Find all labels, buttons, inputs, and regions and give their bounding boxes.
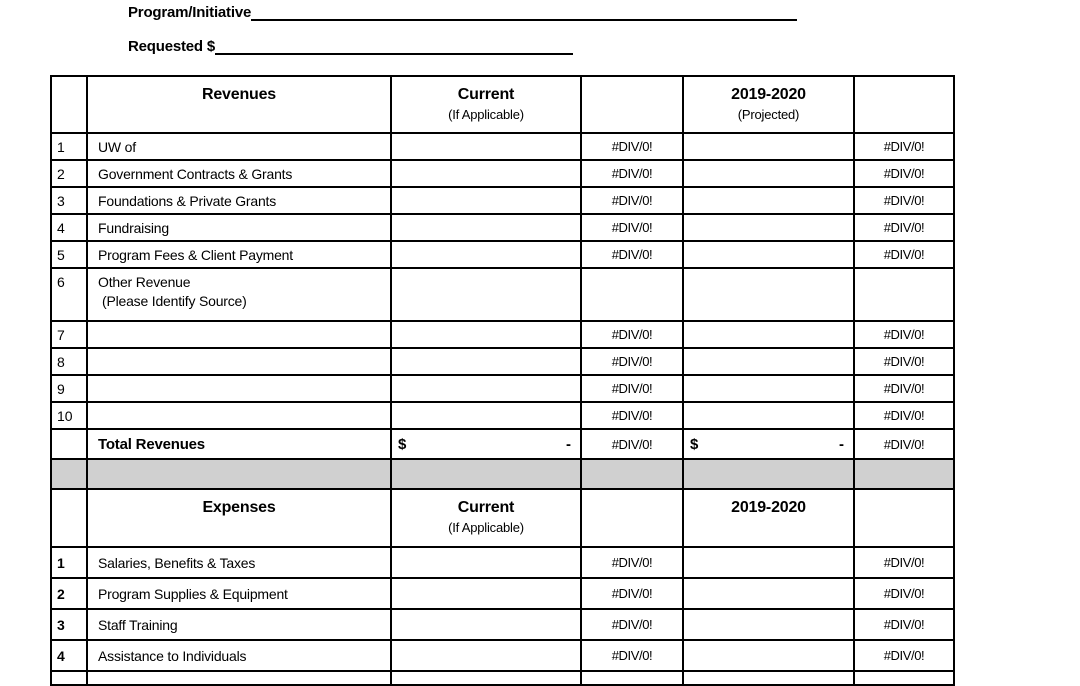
- expense-row-1: [51, 547, 954, 578]
- expense-row-3: [51, 609, 954, 640]
- projected-percent-cell: #DIV/0!: [854, 133, 954, 160]
- currency-symbol: $: [690, 435, 699, 453]
- row-number: 3: [51, 187, 87, 214]
- current-percent-cell: #DIV/0!: [581, 375, 683, 402]
- expenses-pct2-header-cell: [854, 489, 954, 547]
- row-label: Program Supplies & Equipment: [87, 578, 391, 609]
- projected-percent-cell: #DIV/0!: [854, 429, 954, 459]
- expenses-header-title-cell: [87, 489, 391, 547]
- revenues-year-header-cell: [683, 76, 854, 133]
- projected-percent-cell: #DIV/0!: [854, 402, 954, 429]
- projected-amount-cell[interactable]: [683, 640, 854, 671]
- requested-amount-blank-line[interactable]: [215, 38, 573, 55]
- current-percent-cell: #DIV/0!: [581, 547, 683, 578]
- projected-percent-cell: #DIV/0!: [854, 609, 954, 640]
- row-label: [87, 671, 391, 685]
- current-title: Current: [457, 499, 515, 516]
- year-title: 2019-2020: [731, 499, 806, 516]
- separator-cell: [683, 459, 854, 489]
- current-percent-cell: #DIV/0!: [581, 402, 683, 429]
- current-title: Current: [457, 86, 515, 103]
- separator-cell: [581, 459, 683, 489]
- revenue-row-5: [51, 241, 954, 268]
- current-percent-cell: #DIV/0!: [581, 609, 683, 640]
- projected-percent-cell: #DIV/0!: [854, 241, 954, 268]
- separator-cell: [87, 459, 391, 489]
- row-number: [51, 429, 87, 459]
- revenues-header-title-cell: [87, 76, 391, 133]
- row-label[interactable]: [87, 375, 391, 402]
- projected-amount-cell: [683, 671, 854, 685]
- current-amount-cell[interactable]: [391, 640, 581, 671]
- projected-amount-cell[interactable]: [683, 214, 854, 241]
- current-amount-cell[interactable]: [391, 578, 581, 609]
- revenue-row-8: [51, 348, 954, 375]
- expense-row-5-partial: [51, 671, 954, 685]
- revenue-row-4: [51, 214, 954, 241]
- projected-amount-cell[interactable]: [683, 375, 854, 402]
- current-amount-cell[interactable]: [391, 187, 581, 214]
- current-percent-cell: #DIV/0!: [581, 241, 683, 268]
- row-label: [87, 268, 391, 321]
- year-subtitle: (Projected): [737, 107, 800, 122]
- current-amount-cell[interactable]: [391, 609, 581, 640]
- current-amount-cell[interactable]: [391, 375, 581, 402]
- row-number: 5: [51, 241, 87, 268]
- revenues-title: Revenues: [202, 86, 276, 103]
- total-projected-cell: [683, 429, 854, 459]
- separator-cell: [854, 459, 954, 489]
- revenue-row-2: [51, 160, 954, 187]
- row-label: UW of: [87, 133, 391, 160]
- row-number: 1: [51, 133, 87, 160]
- row-number: 9: [51, 375, 87, 402]
- program-initiative-blank-line[interactable]: [251, 4, 797, 21]
- projected-amount-cell[interactable]: [683, 321, 854, 348]
- current-amount-cell[interactable]: [391, 348, 581, 375]
- projected-percent-cell: [854, 268, 954, 321]
- current-percent-cell: #DIV/0!: [581, 429, 683, 459]
- projected-percent-cell: #DIV/0!: [854, 578, 954, 609]
- projected-percent-cell: #DIV/0!: [854, 375, 954, 402]
- requested-amount-field: [128, 38, 573, 55]
- current-percent-cell: [581, 671, 683, 685]
- year-title: 2019-2020: [731, 86, 806, 103]
- projected-amount-cell[interactable]: [683, 547, 854, 578]
- current-subtitle: (If Applicable): [448, 107, 524, 122]
- current-amount-cell[interactable]: [391, 214, 581, 241]
- separator-row: [51, 459, 954, 489]
- current-amount-cell[interactable]: [391, 268, 581, 321]
- total-current-amount: -: [566, 435, 571, 453]
- projected-amount-cell[interactable]: [683, 133, 854, 160]
- projected-amount-cell[interactable]: [683, 578, 854, 609]
- projected-amount-cell[interactable]: [683, 609, 854, 640]
- projected-percent-cell: #DIV/0!: [854, 348, 954, 375]
- row-label: Staff Training: [87, 609, 391, 640]
- revenues-pct2-header-cell: [854, 76, 954, 133]
- row-number: 2: [51, 578, 87, 609]
- row-label: Program Fees & Client Payment: [87, 241, 391, 268]
- row-number: [51, 671, 87, 685]
- row-number: 1: [51, 547, 87, 578]
- current-percent-cell: #DIV/0!: [581, 321, 683, 348]
- current-amount-cell[interactable]: [391, 241, 581, 268]
- expenses-pct1-header-cell: [581, 489, 683, 547]
- current-amount-cell[interactable]: [391, 160, 581, 187]
- projected-amount-cell[interactable]: [683, 241, 854, 268]
- revenues-header-corner-cell: [51, 76, 87, 133]
- row-label[interactable]: [87, 321, 391, 348]
- current-percent-cell: #DIV/0!: [581, 160, 683, 187]
- expenses-current-header-cell: [391, 489, 581, 547]
- total-projected-amount: -: [839, 435, 844, 453]
- revenue-row-10: [51, 402, 954, 429]
- revenue-row-3: [51, 187, 954, 214]
- program-initiative-field: [128, 4, 797, 21]
- row-label: Government Contracts & Grants: [87, 160, 391, 187]
- expenses-year-header-cell: [683, 489, 854, 547]
- program-initiative-label: Program/Initiative: [128, 4, 252, 21]
- current-percent-cell: [581, 268, 683, 321]
- currency-symbol: $: [398, 435, 407, 453]
- requested-amount-label: Requested $: [128, 38, 215, 55]
- total-current-cell: [391, 429, 581, 459]
- separator-cell: [51, 459, 87, 489]
- expenses-title: Expenses: [202, 499, 276, 516]
- projected-amount-cell[interactable]: [683, 402, 854, 429]
- row-label: Assistance to Individuals: [87, 640, 391, 671]
- separator-cell: [391, 459, 581, 489]
- row-label-line1: Other Revenue: [98, 274, 191, 290]
- current-percent-cell: #DIV/0!: [581, 214, 683, 241]
- revenue-row-1: [51, 133, 954, 160]
- row-label[interactable]: [87, 402, 391, 429]
- current-percent-cell: #DIV/0!: [581, 640, 683, 671]
- projected-amount-cell[interactable]: [683, 160, 854, 187]
- total-revenues-label: Total Revenues: [87, 429, 391, 459]
- expense-row-2: [51, 578, 954, 609]
- projected-amount-cell[interactable]: [683, 187, 854, 214]
- projected-percent-cell: [854, 671, 954, 685]
- projected-percent-cell: #DIV/0!: [854, 187, 954, 214]
- row-label[interactable]: [87, 348, 391, 375]
- current-amount-cell: [391, 671, 581, 685]
- projected-percent-cell: #DIV/0!: [854, 640, 954, 671]
- expenses-header-row: [51, 489, 954, 547]
- projected-percent-cell: #DIV/0!: [854, 547, 954, 578]
- revenue-row-9: [51, 375, 954, 402]
- row-label: Foundations & Private Grants: [87, 187, 391, 214]
- projected-percent-cell: #DIV/0!: [854, 160, 954, 187]
- row-label: Salaries, Benefits & Taxes: [87, 547, 391, 578]
- revenues-header-row: [51, 76, 954, 133]
- row-number: 4: [51, 640, 87, 671]
- revenue-row-7: [51, 321, 954, 348]
- budget-table: [50, 75, 955, 686]
- current-percent-cell: #DIV/0!: [581, 348, 683, 375]
- projected-amount-cell[interactable]: [683, 268, 854, 321]
- current-amount-cell[interactable]: [391, 547, 581, 578]
- projected-percent-cell: #DIV/0!: [854, 214, 954, 241]
- current-amount-cell[interactable]: [391, 321, 581, 348]
- revenues-pct1-header-cell: [581, 76, 683, 133]
- row-number: 8: [51, 348, 87, 375]
- current-amount-cell[interactable]: [391, 402, 581, 429]
- current-percent-cell: #DIV/0!: [581, 133, 683, 160]
- row-number: 10: [51, 402, 87, 429]
- current-percent-cell: #DIV/0!: [581, 187, 683, 214]
- row-label: Fundraising: [87, 214, 391, 241]
- row-number: 2: [51, 160, 87, 187]
- projected-amount-cell[interactable]: [683, 348, 854, 375]
- projected-percent-cell: #DIV/0!: [854, 321, 954, 348]
- current-amount-cell[interactable]: [391, 133, 581, 160]
- expense-row-4: [51, 640, 954, 671]
- expenses-header-corner-cell: [51, 489, 87, 547]
- revenue-row-6: [51, 268, 954, 321]
- row-number: 3: [51, 609, 87, 640]
- row-number: 7: [51, 321, 87, 348]
- row-number: 4: [51, 214, 87, 241]
- current-subtitle: (If Applicable): [448, 520, 524, 535]
- current-percent-cell: #DIV/0!: [581, 578, 683, 609]
- row-number: 6: [51, 268, 87, 321]
- total-revenues-row: [51, 429, 954, 459]
- row-label-line2: (Please Identify Source): [102, 293, 247, 309]
- revenues-current-header-cell: [391, 76, 581, 133]
